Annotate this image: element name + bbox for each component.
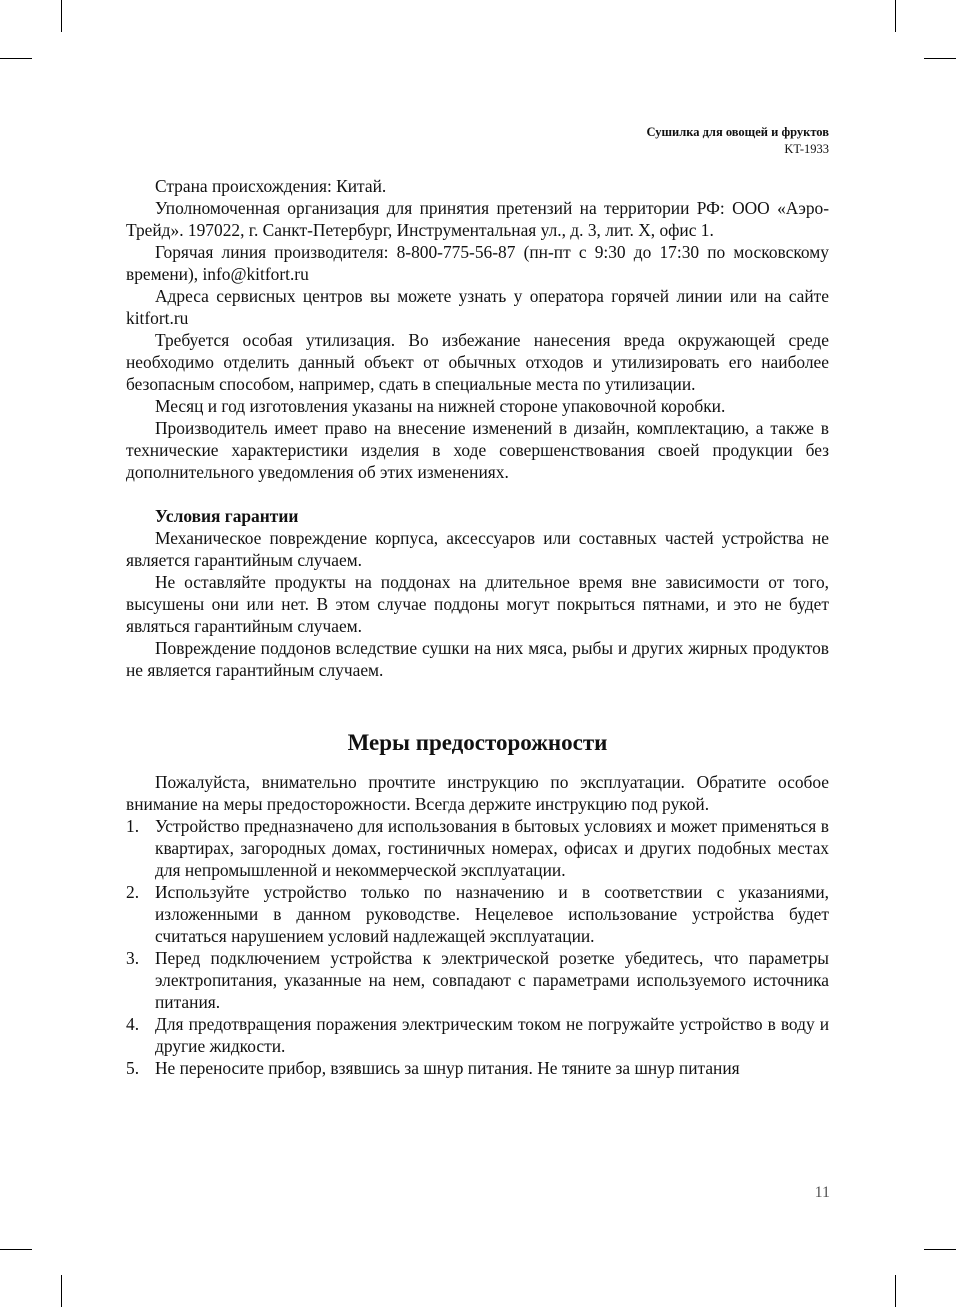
list-number: 3. — [126, 948, 140, 968]
warranty-heading: Условия гарантии — [155, 506, 299, 526]
list-item-text: Не переносите прибор, взявшись за шнур питания. Не тяните за шнур питания — [155, 1058, 740, 1078]
precautions-list — [126, 815, 829, 1079]
paragraph: Повреждение поддонов вследствие сушки на них мяса, рыбы и других жирных продуктов не является гарантийным случаем. — [126, 638, 829, 680]
page-number: 11 — [814, 1184, 830, 1201]
crop-mark-top-right — [924, 58, 956, 59]
crop-mark-top-left — [61, 0, 62, 32]
paragraph: Производитель имеет право на внесение изменений в дизайн, комплектацию, а также в технические характеристики изделия в ходе совершенствования своей продукции без дополнительного уведомления об этих изменениях. — [126, 418, 829, 482]
paragraph: Механическое повреждение корпуса, аксессуаров или составных частей устройства не является гарантийным случаем. — [126, 528, 829, 570]
list-number: 1. — [126, 816, 140, 836]
list-item — [126, 815, 829, 881]
paragraph: Не оставляйте продукты на поддонах на длительное время вне зависимости от того, высушены они или нет. В этом случае поддоны могут покрыться пятнами, и это не будет являться гарантийным случаем. — [126, 572, 829, 636]
paragraph: Адреса сервисных центров вы можете узнать у оператора горячей линии или на сайте kitfort.ru — [126, 286, 829, 328]
list-item — [126, 947, 829, 1013]
list-item — [126, 1057, 829, 1079]
list-number: 5. — [126, 1058, 140, 1078]
list-item — [126, 1013, 829, 1057]
list-item-text: Для предотвращения поражения электрическим током не погружайте устройство в воду и другие жидкости. — [155, 1014, 829, 1056]
paragraph: Пожалуйста, внимательно прочтите инструкцию по эксплуатации. Обратите особое внимание на меры предосторожности. Всегда держите инструкцию под рукой. — [126, 772, 829, 814]
header-model: KT-1933 — [784, 142, 829, 156]
crop-mark-bottom-left — [0, 1249, 32, 1250]
list-number: 4. — [126, 1014, 140, 1034]
crop-mark-bottom-left — [61, 1275, 62, 1307]
crop-mark-bottom-right — [924, 1249, 956, 1250]
paragraph: Требуется особая утилизация. Во избежание нанесения вреда окружающей среде необходимо отделить данный объект от обычных отходов и утилизировать его наиболее безопасным способом, например, сдать в специальные места по утилизации. — [126, 330, 829, 394]
crop-mark-top-right — [895, 0, 896, 32]
section-heading: Меры предосторожности — [347, 730, 608, 755]
list-item-text: Используйте устройство только по назначению и в соответствии с указаниями, изложенными в данном руководстве. Нецелевое использование устройства будет считаться нарушением условий надлежащей эксплуатации. — [155, 882, 829, 946]
header-title: Сушилка для овощей и фруктов — [646, 125, 829, 139]
list-item — [126, 881, 829, 947]
paragraph: Уполномоченная организация для принятия претензий на территории РФ: ООО «Аэро-Трейд». 197022, г. Санкт-Петербург, Инструментальная ул., д. 3, лит. Х, офис 1. — [126, 198, 829, 240]
list-number: 2. — [126, 882, 140, 902]
page-content — [126, 175, 829, 1079]
paragraph: Горячая линия производителя: 8-800-775-56-87 (пн-пт с 9:30 до 17:30 по московскому времени), info@kitfort.ru — [126, 242, 829, 284]
paragraph: Страна происхождения: Китай. — [155, 176, 387, 196]
list-item-text: Устройство предназначено для использования в бытовых условиях и может применяться в квартирах, загородных домах, гостиничных номерах, офисах и других подобных местах для непромышленной и некоммерческой эксплуатации. — [155, 816, 829, 880]
list-item-text: Перед подключением устройства к электрической розетке убедитесь, что параметры электропитания, указанные на нем, совпадают с параметрами используемого источника питания. — [155, 948, 829, 1012]
crop-mark-top-left — [0, 58, 32, 59]
running-header — [646, 124, 829, 158]
crop-mark-bottom-right — [895, 1275, 896, 1307]
paragraph: Месяц и год изготовления указаны на нижней стороне упаковочной коробки. — [155, 396, 726, 416]
